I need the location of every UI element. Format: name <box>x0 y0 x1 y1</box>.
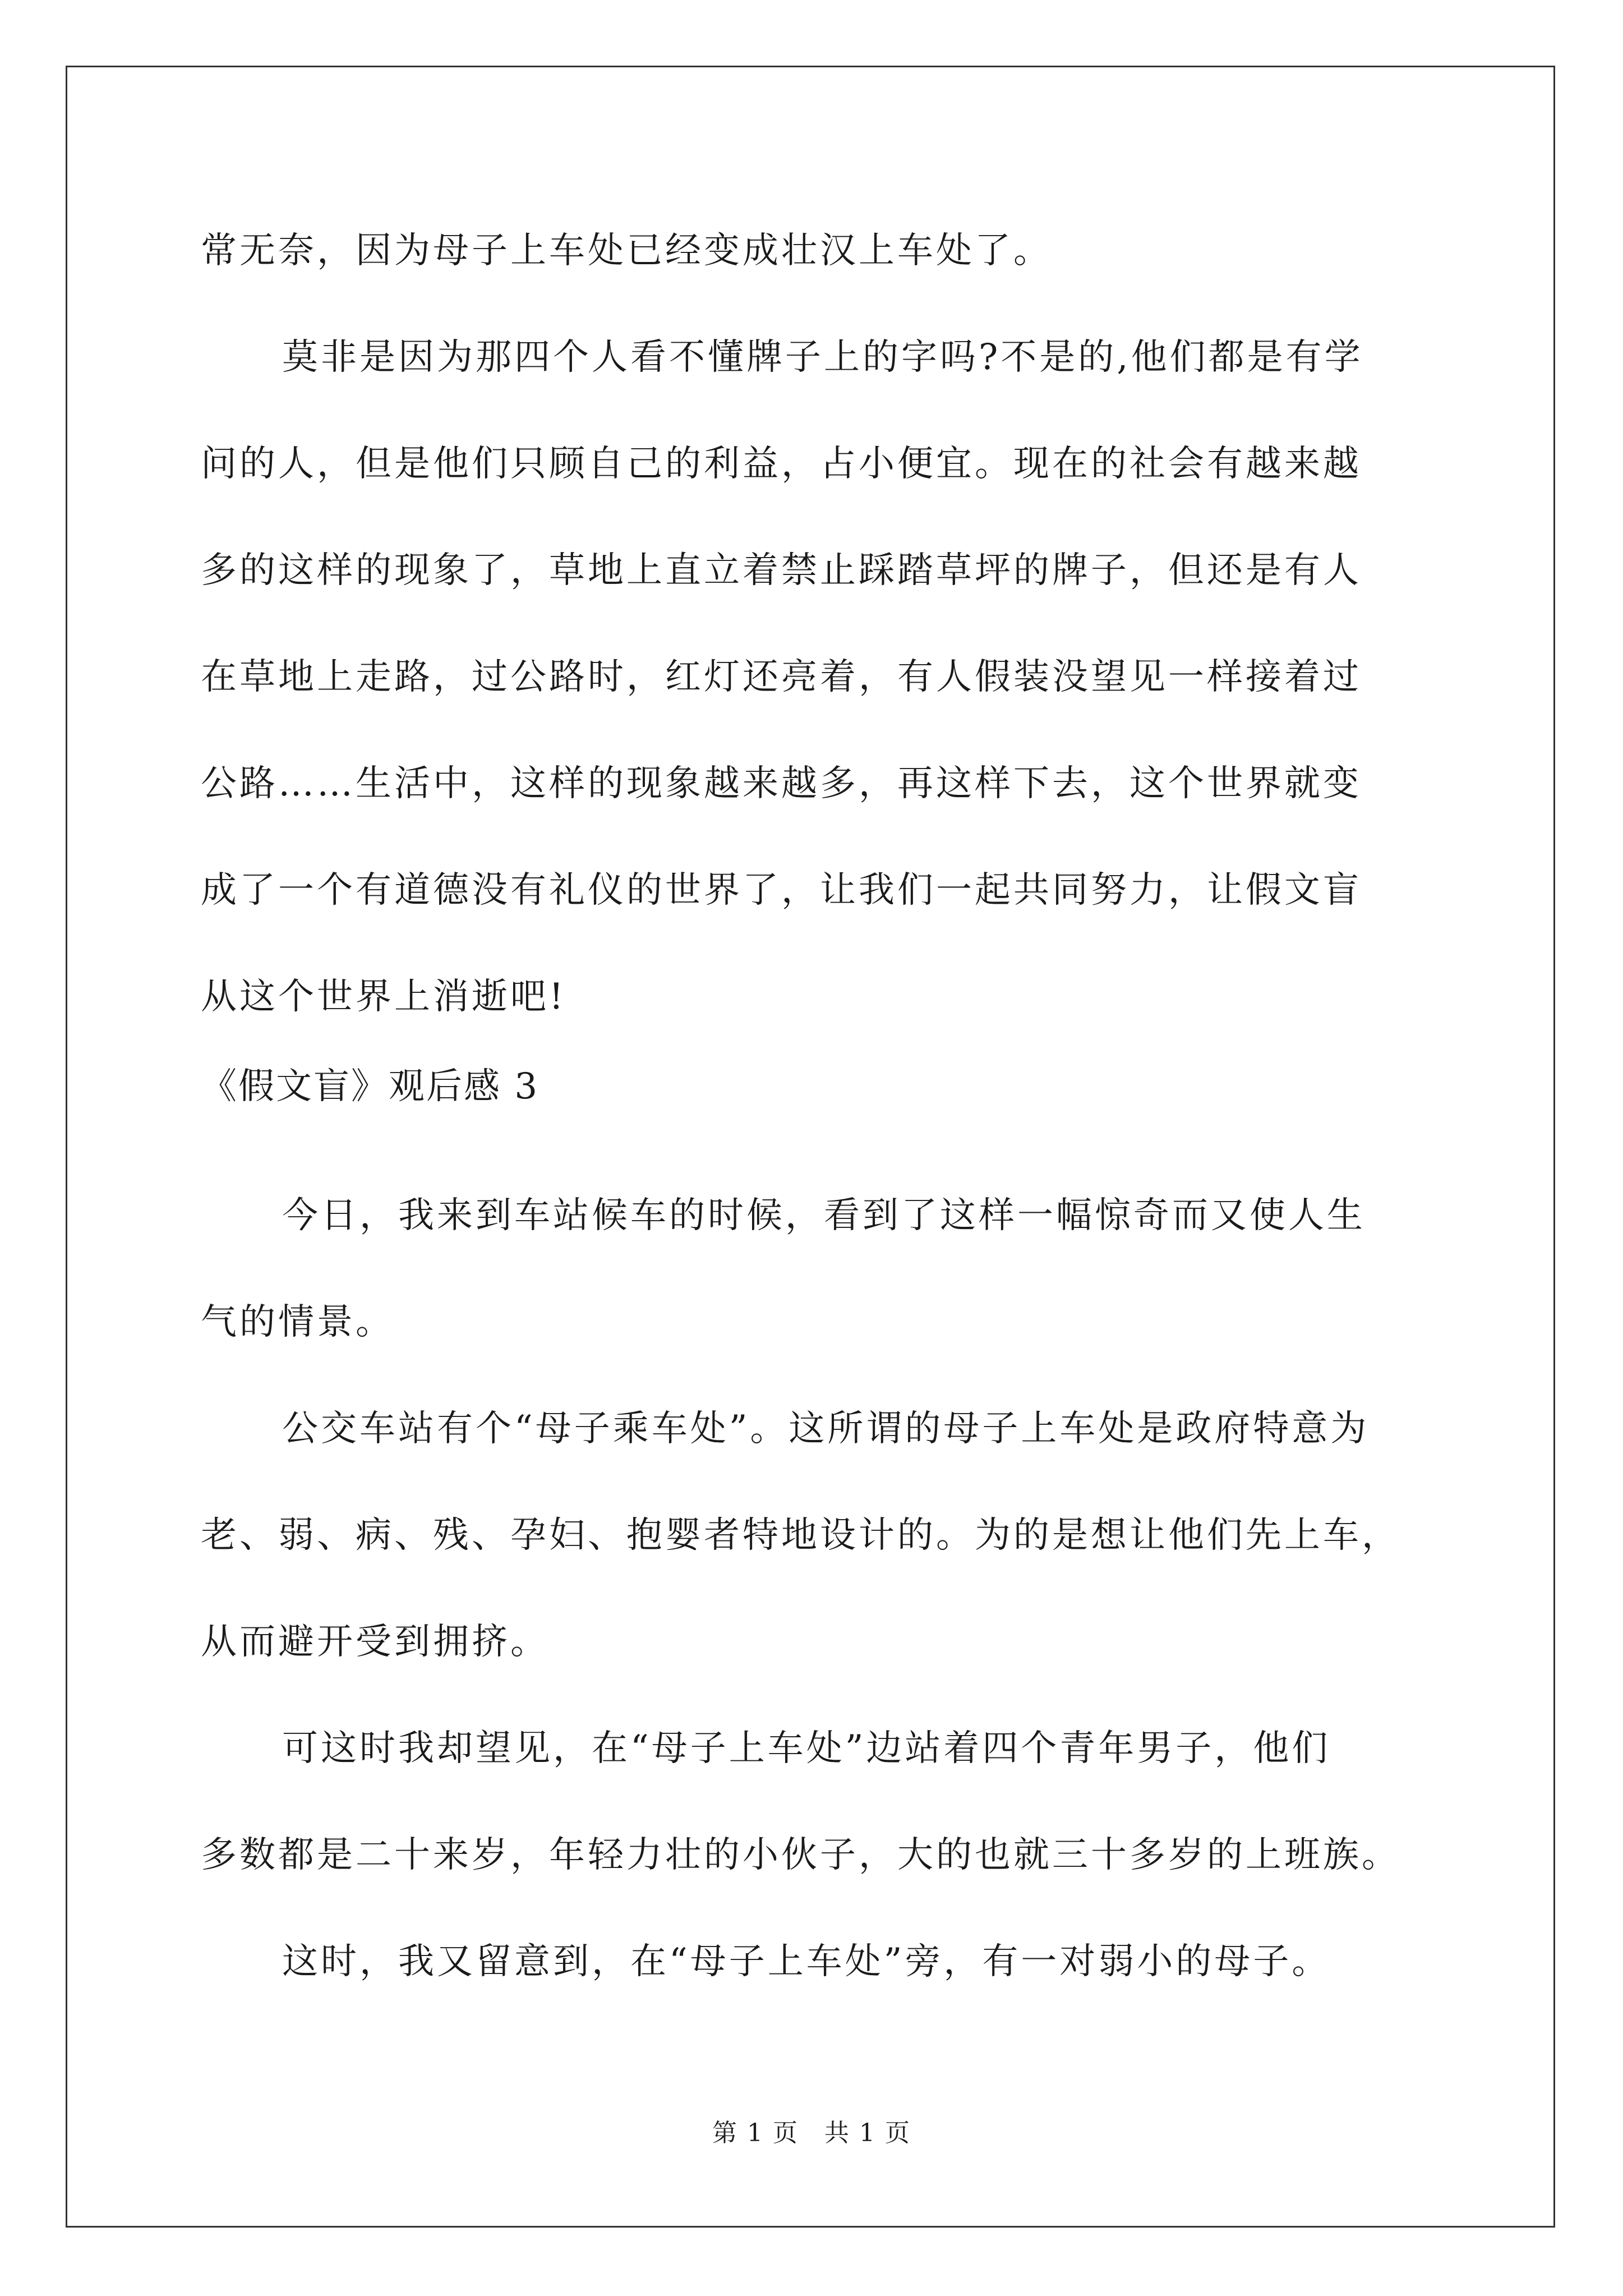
page-border <box>66 66 1555 2228</box>
text-line: 成了一个有道德没有礼仪的世界了，让我们一起共同努力，让假文盲 <box>201 869 1362 911</box>
text-line: 多的这样的现象了，草地上直立着禁止踩踏草坪的牌子，但还是有人 <box>201 550 1362 591</box>
text-line: 常无奈，因为母子上车处已经变成壮汉上车处了。 <box>201 230 1052 272</box>
text-line: 公路……生活中，这样的现象越来越多，再这样下去，这个世界就变 <box>201 763 1362 804</box>
text-line: 问的人，但是他们只顾自己的利益，占小便宜。现在的社会有越来越 <box>201 443 1362 485</box>
text-line: 这时，我又留意到，在“母子上车处”旁，有一对弱小的母子。 <box>282 1941 1331 1982</box>
page-number-footer: 第 1 页 共 1 页 <box>712 2119 911 2147</box>
text-line: 可这时我却望见，在“母子上车处”边站着四个青年男子，他们 <box>282 1728 1331 1769</box>
text-line: 公交车站有个“母子乘车处”。这所谓的母子上车处是政府特意为 <box>282 1408 1370 1450</box>
text-line: 莫非是因为那四个人看不懂牌子上的字吗?不是的,他们都是有学 <box>282 337 1363 378</box>
text-line: 多数都是二十来岁，年轻力壮的小伙子，大的也就三十多岁的上班族。 <box>201 1834 1400 1876</box>
text-line: 气的情景。 <box>201 1301 394 1343</box>
section-heading: 《假文盲》观后感 3 <box>201 1066 540 1107</box>
text-line: 在草地上走路，过公路时，红灯还亮着，有人假装没望见一样接着过 <box>201 656 1362 698</box>
text-line: 从而避开受到拥挤。 <box>201 1621 549 1663</box>
text-line: 从这个世界上消逝吧! <box>201 976 566 1018</box>
text-line: 今日，我来到车站候车的时候，看到了这样一幅惊奇而又使人生 <box>282 1195 1366 1236</box>
text-line: 老、弱、病、残、孕妇、抱婴者特地设计的。为的是想让他们先上车， <box>201 1515 1400 1556</box>
